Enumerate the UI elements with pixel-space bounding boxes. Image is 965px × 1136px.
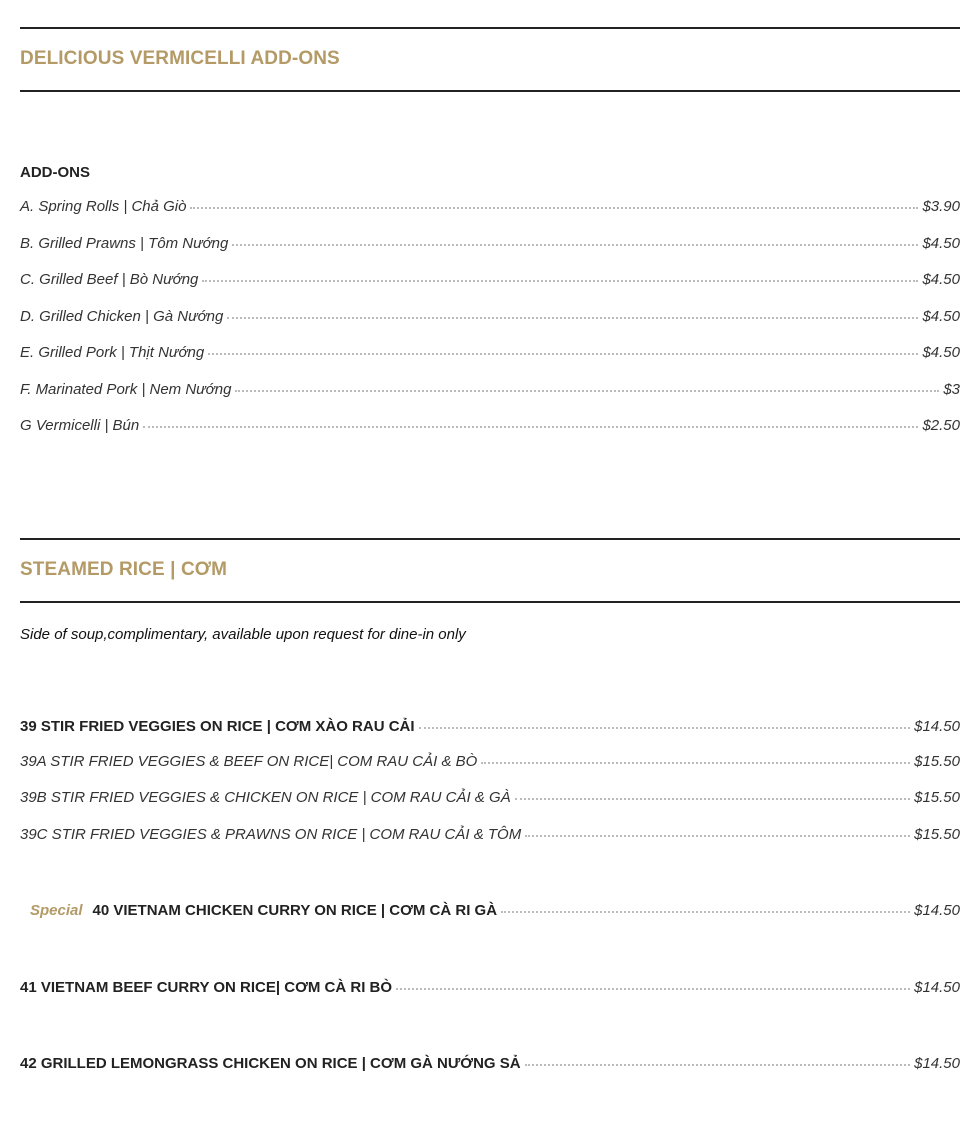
menu-item-name: C. Grilled Beef | Bò Nướng — [20, 271, 199, 288]
menu-item-price: $15.50 — [914, 753, 960, 770]
menu-item-special — [20, 902, 960, 919]
addons-subhead: ADD-ONS — [20, 164, 90, 181]
menu-item-name: F. Marinated Pork | Nem Nướng — [20, 381, 232, 398]
dot-leader — [190, 207, 918, 209]
section-top-rule — [20, 27, 960, 29]
menu-item-price: $14.50 — [914, 979, 960, 996]
menu-item-name: 42 GRILLED LEMONGRASS CHICKEN ON RICE | CƠM GÀ NƯỚNG SẢ — [20, 1055, 521, 1072]
menu-item-price: $4.50 — [922, 235, 960, 252]
menu-item-price: $2.50 — [922, 417, 960, 434]
menu-item-name: B. Grilled Prawns | Tôm Nướng — [20, 235, 229, 252]
menu-item-price: $15.50 — [914, 826, 960, 843]
menu-item-price: $14.50 — [914, 718, 960, 735]
menu-item-price: $15.50 — [914, 789, 960, 806]
menu-item — [20, 753, 960, 770]
menu-item-price: $3 — [943, 381, 960, 398]
menu-item — [20, 271, 960, 288]
dot-leader — [396, 988, 910, 990]
section-title-rice: STEAMED RICE | CƠM — [20, 559, 227, 580]
menu-item-name: D. Grilled Chicken | Gà Nướng — [20, 308, 224, 325]
menu-item — [20, 417, 960, 434]
dot-leader — [501, 911, 910, 913]
menu-item-name: 40 VIETNAM CHICKEN CURRY ON RICE | CƠM CÀ RI GÀ — [92, 902, 498, 919]
section-bottom-rule — [20, 601, 960, 603]
menu-item — [20, 1055, 960, 1072]
dot-leader — [235, 390, 939, 392]
menu-item — [20, 198, 960, 215]
menu-item — [20, 979, 960, 996]
menu-item-name: A. Spring Rolls | Chả Giò — [20, 198, 187, 215]
menu-item-name: 39B STIR FRIED VEGGIES & CHICKEN ON RICE | COM RAU CẢI & GÀ — [20, 789, 511, 806]
menu-item-price: $14.50 — [914, 902, 960, 919]
menu-item-price: $14.50 — [914, 1055, 960, 1072]
section-note: Side of soup,complimentary, available upon request for dine-in only — [20, 626, 466, 643]
menu-item-name: 41 VIETNAM BEEF CURRY ON RICE| CƠM CÀ RI BÒ — [20, 979, 393, 996]
dot-leader — [525, 835, 910, 837]
section-bottom-rule — [20, 90, 960, 92]
menu-item-name: 39 STIR FRIED VEGGIES ON RICE | CƠM XÀO RAU CẢI — [20, 718, 415, 735]
dot-leader — [208, 353, 918, 355]
menu-item-price: $4.50 — [922, 271, 960, 288]
menu-item-name: 39C STIR FRIED VEGGIES & PRAWNS ON RICE | COM RAU CẢI & TÔM — [20, 826, 522, 843]
menu-item — [20, 789, 960, 806]
dot-leader — [525, 1064, 911, 1066]
menu-item — [20, 826, 960, 843]
menu-item-name: G Vermicelli | Bún — [20, 417, 140, 434]
menu-item-price: $4.50 — [922, 344, 960, 361]
menu-item — [20, 718, 960, 735]
dot-leader — [232, 244, 918, 246]
menu-item-price: $3.90 — [922, 198, 960, 215]
dot-leader — [515, 798, 910, 800]
section-title-addons: DELICIOUS VERMICELLI ADD-ONS — [20, 48, 340, 69]
section-top-rule — [20, 538, 960, 540]
dot-leader — [143, 426, 918, 428]
dot-leader — [202, 280, 918, 282]
menu-item — [20, 308, 960, 325]
menu-item — [20, 235, 960, 252]
dot-leader — [481, 762, 910, 764]
menu-item — [20, 381, 960, 398]
menu-item-name: E. Grilled Pork | Thịt Nướng — [20, 344, 205, 361]
special-badge: Special — [30, 902, 83, 919]
menu-item — [20, 344, 960, 361]
menu-item-name: 39A STIR FRIED VEGGIES & BEEF ON RICE| COM RAU CẢI & BÒ — [20, 753, 478, 770]
menu-item-price: $4.50 — [922, 308, 960, 325]
dot-leader — [227, 317, 918, 319]
dot-leader — [419, 727, 911, 729]
